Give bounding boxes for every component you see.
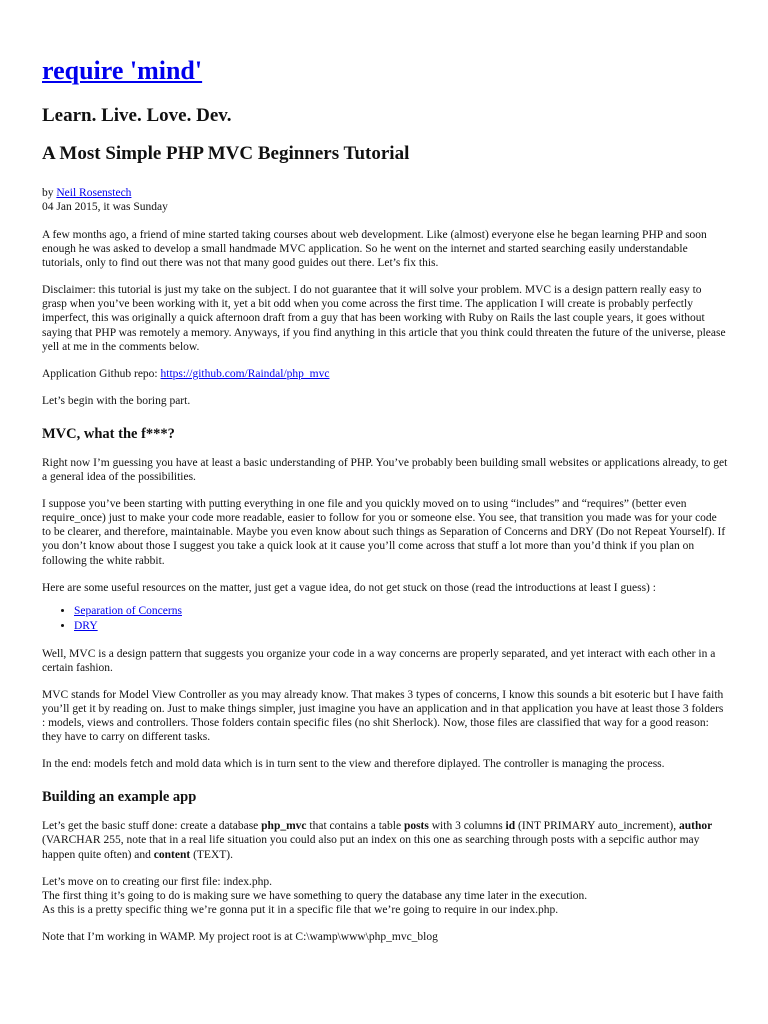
build-line: As this is a pretty specific thing we’re gonna put it in a specific file that we’re going to require in our index.php.	[42, 903, 559, 916]
heading-build: Building an example app	[42, 789, 197, 806]
build-paragraph-1	[42, 819, 728, 861]
separation-of-concerns-link[interactable]: Separation of Concerns	[74, 604, 182, 617]
build-text: Let’s get the basic stuff done: create a database	[42, 820, 262, 833]
build-text: (TEXT).	[190, 848, 233, 861]
mvc-paragraph-1: Right now I’m guessing you have at least a basic understanding of PHP. You’ve probably been building small websites or applications already, to get a general idea of the possibilities.	[42, 456, 728, 484]
repo-paragraph	[42, 367, 728, 381]
intro-paragraph: A few months ago, a friend of mine started taking courses about web development. Like (almost) everyone else he began learning PHP and soon enough he was asked to develop a small handmade MVC application. So he went on the internet and started searching easily understandable tutorials, only to find out there was not that many good guides out there. Let’s fix this.	[42, 229, 707, 270]
mvc-paragraph-5: In the end: models fetch and mold data which is in turn sent to the view and therefore diplayed. The controller is managing the process.	[42, 758, 665, 771]
build-text: (INT PRIMARY auto_increment),	[515, 820, 679, 833]
mvc-paragraph-2: I suppose you’ve been starting with putting everything in one file and you quickly moved on to using “includes” and “requires” (better even require_once) just to make your code more readable, easier to follow for you or someone else. You see, that transition you made was for your code to be clearer, and therefore, maintainable. Maybe you even know about such things as Separation of Concerns and DRY (Do not Repeat Yourself). If you don’t know about those I suggest you take a quick look at it cause you’ll come across that stuff a lot more than you’d think if you plan on following the white rabbit.	[42, 498, 726, 567]
column-content: content	[153, 848, 191, 861]
site-tagline: Learn. Live. Love. Dev.	[42, 105, 232, 126]
build-paragraph-3: Note that I’m working in WAMP. My project root is at C:\wamp\www\php_mvc_blog	[42, 930, 438, 943]
build-line: The first thing it’s going to do is making sure we have something to query the database any time later in the execution.	[42, 889, 588, 902]
repo-label: Application Github repo:	[42, 367, 161, 380]
database-name: php_mvc	[261, 820, 307, 833]
byline-prefix: by	[42, 187, 57, 199]
build-text: with 3 columns	[428, 820, 506, 833]
repo-link[interactable]: https://github.com/Raindal/php_mvc	[160, 367, 330, 380]
column-id: id	[505, 820, 516, 833]
site-title-link[interactable]: require 'mind'	[42, 56, 203, 85]
list-item	[74, 619, 728, 634]
heading-mvc: MVC, what the f***?	[42, 425, 175, 442]
site-title	[42, 0, 728, 86]
post-byline	[42, 186, 728, 214]
build-paragraph-2	[42, 875, 728, 917]
resource-list	[42, 604, 728, 634]
boring-paragraph: Let’s begin with the boring part.	[42, 394, 191, 407]
list-item	[74, 604, 728, 619]
disclaimer-paragraph: Disclaimer: this tutorial is just my take on the subject. I do not guarantee that it will solve your problem. MVC is a design pattern really easy to grasp when you’ve been working with it, yet a bit odd when you come across the first time. The application I will create is probably perfectly imperfect, this was originally a quick afternoon draft from a guy that has been working with Ruby on Rails the last couple years, it goes without saying that PHP was remotely a memory. Anyways, if you find anything in this article that you think could threaten the future of the universe, please yell at me in the comments below.	[42, 284, 726, 353]
build-text: that contains a table	[306, 820, 404, 833]
post-title: A Most Simple PHP MVC Beginners Tutorial	[42, 143, 410, 164]
table-name: posts	[403, 820, 429, 833]
post-date: 04 Jan 2015, it was Sunday	[42, 201, 168, 213]
resources-paragraph: Here are some useful resources on the matter, just get a vague idea, do not get stuck on those (read the introductions at least I guess) :	[42, 581, 656, 594]
mvc-paragraph-3: Well, MVC is a design pattern that suggests you organize your code in a way concerns are properly separated, and yet interact with each other in a certain fashion.	[42, 647, 716, 674]
mvc-paragraph-4: MVC stands for Model View Controller as you may already know. That makes 3 types of concerns, I know this sounds a bit esoteric but I have faith you’ll get it by reading on. Just to make things simpler, just imagine you have an application and in that application you have at least those 3 folders : models, views and controllers. Those folders contain specific files (no shit Sherlock). Now, those files are classified that way for a good reason: they have to carry on different tasks.	[42, 688, 724, 744]
column-author: author	[679, 820, 713, 833]
dry-link[interactable]: DRY	[74, 619, 98, 632]
build-line: Let’s move on to creating our first file: index.php.	[42, 875, 272, 888]
build-text: (VARCHAR 255, note that in a real life situation you could also put an index on this one as searching through posts with a sepcific author may happen quite often) and	[42, 834, 700, 861]
author-link[interactable]: Neil Rosenstech	[56, 187, 132, 199]
